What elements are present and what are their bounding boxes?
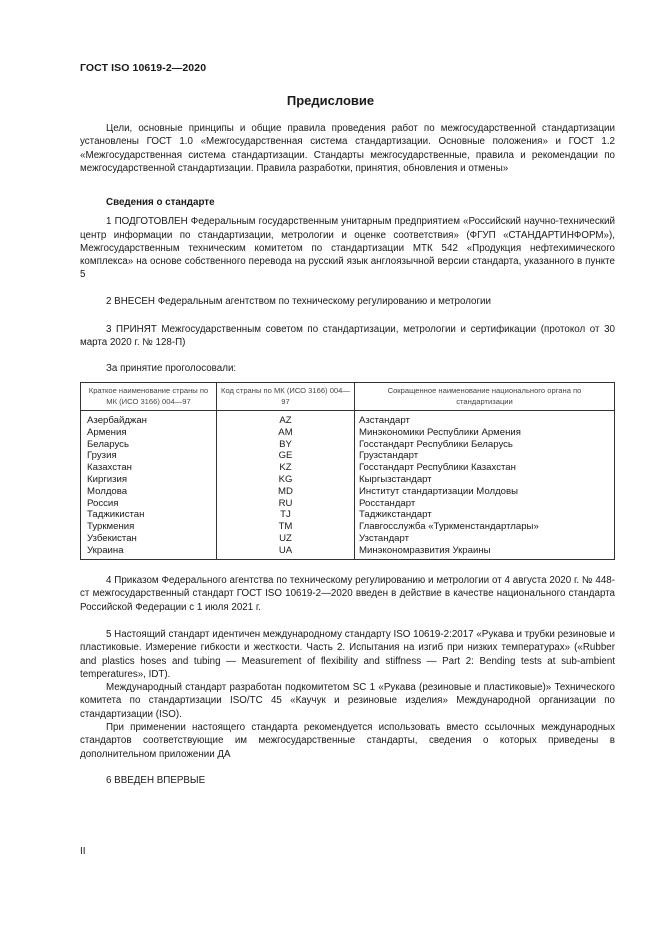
country-cell: Азербайджан [81, 411, 217, 427]
standards-body-cell: Институт стандартизации Молдовы [355, 486, 615, 498]
vote-label: За принятие проголосовали: [106, 363, 237, 374]
country-cell: Украина [81, 545, 217, 559]
item-6-paragraph: 6 ВВЕДЕН ВПЕРВЫЕ [106, 775, 206, 786]
table-row [81, 509, 615, 521]
table-row [81, 462, 615, 474]
page-title: Предисловие [286, 93, 375, 108]
table-row [81, 450, 615, 462]
item-6-block [80, 774, 615, 787]
item-4-block [80, 574, 615, 614]
country-cell: Казахстан [81, 462, 217, 474]
standards-body-cell: Госстандарт Республики Казахстан [355, 462, 615, 474]
table-row [81, 533, 615, 545]
item-2-block [80, 295, 615, 308]
table-row [81, 521, 615, 533]
table-row [81, 427, 615, 439]
country-cell: Армения [81, 427, 217, 439]
table-header-code: Код страны по МК (ИСО 3166) 004—97 [217, 383, 355, 411]
table-row [81, 498, 615, 510]
intro-paragraph: Цели, основные принципы и общие правила проведения работ по межгосударственной стандартизации установлены ГОСТ 1.0 «Межгосударственная система стандартизации. Основные положения» и ГОСТ 1.2 «Межгосударственная система стандартизации. Стандарты межгосударственные, правила и рекомендации по межгосударственной стандартизации. Правила разработки, принятия, обновления и отмены» [80, 123, 615, 174]
item-5-block [80, 628, 615, 761]
table-row [81, 545, 615, 559]
table-row [81, 474, 615, 486]
item-5-paragraph: 5 Настоящий стандарт идентичен международному стандарту ISO 10619-2:2017 «Рукава и трубки резиновые и пластиковые. Измерение гибкости и жесткости. Часть 2. Испытания на изгиб при низких температурах» («Rubber and plastics hoses and tubing — Measurement of flexibility and stiffness — Part 2: Bending tests at sub-ambient temperatures», IDT). [80, 629, 615, 680]
item-4-paragraph: 4 Приказом Федерального агентства по техническому регулированию и метрологии от 4 августа 2020 г. № 448-ст межгосударственный стандарт ГОСТ ISO 10619-2—2020 введен в действие в качестве национального стандарта Российской Федерации с 1 июля 2021 г. [80, 575, 615, 613]
country-cell: Россия [81, 498, 217, 510]
standards-body-cell: Азстандарт [355, 411, 615, 427]
standards-body-cell: Госстандарт Республики Беларусь [355, 439, 615, 451]
item-3-paragraph: 3 ПРИНЯТ Межгосударственным советом по стандартизации, метрологии и сертификации (протокол от 30 марта 2020 г. № 128-П) [80, 324, 615, 349]
country-cell: Узбекистан [81, 533, 217, 545]
table-row [81, 486, 615, 498]
item-3-block [80, 323, 615, 350]
table-row [81, 411, 615, 427]
standards-body-cell: Минэкономразвития Украины [355, 545, 615, 559]
country-code-cell: AM [217, 427, 355, 439]
document-id-header: ГОСТ ISO 10619-2—2020 [80, 62, 207, 74]
member-states-table [80, 382, 615, 560]
standards-body-cell: Грузстандарт [355, 450, 615, 462]
standards-body-cell: Минэкономики Республики Армения [355, 427, 615, 439]
country-code-cell: TM [217, 521, 355, 533]
country-code-cell: KZ [217, 462, 355, 474]
country-code-cell: UZ [217, 533, 355, 545]
standards-body-cell: Главгосслужба «Туркменстандартлары» [355, 521, 615, 533]
standards-body-cell: Таджикстандарт [355, 509, 615, 521]
standard-info-block [80, 196, 615, 282]
table-row [81, 439, 615, 451]
table-header-country: Краткое наименование страны по МК (ИСО 3166) 004—97 [81, 383, 217, 411]
country-code-cell: GE [217, 450, 355, 462]
table-header-row [81, 383, 615, 411]
country-code-cell: MD [217, 486, 355, 498]
vote-label-block [80, 362, 615, 375]
intro-block [80, 122, 615, 175]
item-1-paragraph: 1 ПОДГОТОВЛЕН Федеральным государственным унитарным предприятием «Российский научно-технический центр информации по стандартизации, метрологии и оценке соответствия» (ФГУП «СТАНДАРТИНФОРМ»), Межгосударственным техническим комитетом по стандартизации МТК 542 «Продукция нефтехимического комплекса» на основе собственного перевода на русский язык англоязычной версии стандарта, указанного в пункте 5 [80, 216, 615, 281]
table-header-body: Сокращенное наименование национального органа по стандартизации [355, 383, 615, 411]
country-code-cell: AZ [217, 411, 355, 427]
country-cell: Киргизия [81, 474, 217, 486]
country-code-cell: BY [217, 439, 355, 451]
item-5-reference-paragraph: При применении настоящего стандарта рекомендуется использовать вместо ссылочных международных стандартов соответствующие им межгосударственные стандарты, сведения о которых приведены в дополнительном приложении ДА [80, 722, 615, 760]
country-code-cell: RU [217, 498, 355, 510]
table-body [81, 411, 615, 560]
country-cell: Молдова [81, 486, 217, 498]
country-cell: Туркмения [81, 521, 217, 533]
standards-body-cell: Кыргызстандарт [355, 474, 615, 486]
country-code-cell: TJ [217, 509, 355, 521]
page-number: II [80, 846, 86, 857]
country-cell: Таджикистан [81, 509, 217, 521]
item-2-paragraph: 2 ВНЕСЕН Федеральным агентством по техническому регулированию и метрологии [106, 296, 492, 307]
country-cell: Беларусь [81, 439, 217, 451]
standards-body-cell: Узстандарт [355, 533, 615, 545]
section-heading: Сведения о стандарте [106, 197, 215, 208]
country-code-cell: UA [217, 545, 355, 559]
item-5-iso-paragraph: Международный стандарт разработан подкомитетом SC 1 «Рукава (резиновые и пластиковые)» Технического комитета по стандартизации ISO/TC 45 «Каучук и резиновые изделия» Международной организации по стандартизации (ISO). [80, 682, 615, 720]
standards-body-cell: Росстандарт [355, 498, 615, 510]
country-code-cell: KG [217, 474, 355, 486]
country-cell: Грузия [81, 450, 217, 462]
